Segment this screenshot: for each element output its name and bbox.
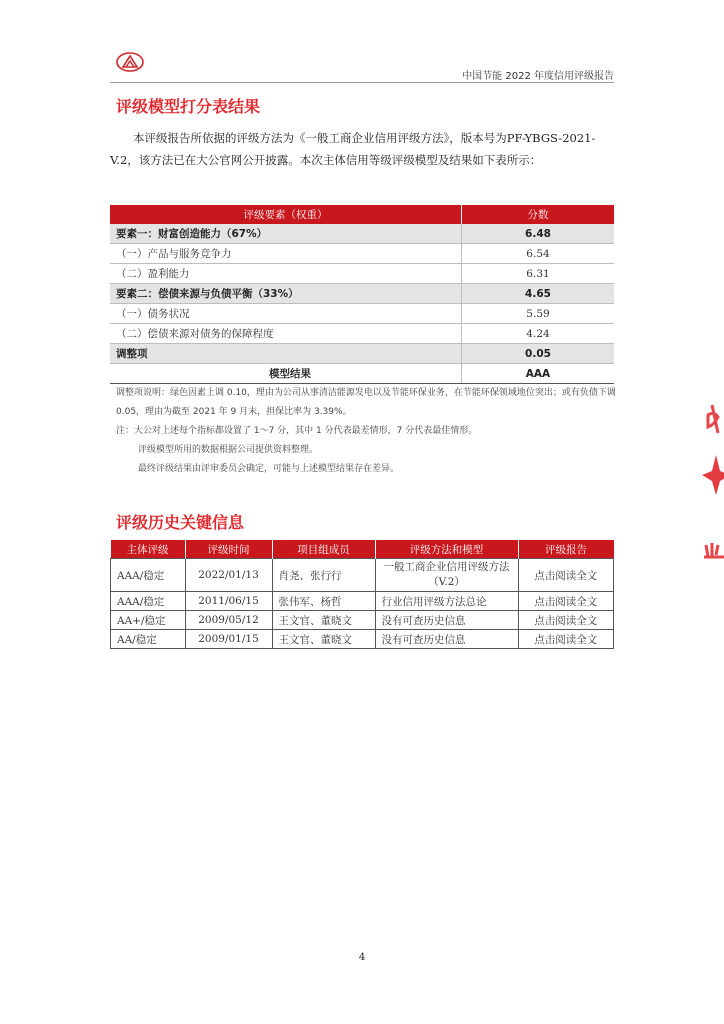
- cell-method: 没有可查历史信息: [375, 630, 518, 649]
- cell-rating: AAA/稳定: [111, 592, 186, 611]
- score-range-note: 注：大公对上述每个指标都设置了 1～7 分，其中 1 分代表最差情形，7 分代表最佳情形。: [116, 426, 478, 436]
- column-header-date: 评级时间: [185, 540, 272, 559]
- cell-team: 王文官、董晓文: [272, 611, 375, 630]
- cell-method: 行业信用评级方法总论: [375, 592, 518, 611]
- data-source-note: 评级模型所用的数据根据公司提供资料整理。: [138, 445, 319, 455]
- row-score: 4.65: [462, 284, 615, 304]
- row-label: 要素二：偿债来源与负债平衡（33%）: [110, 284, 462, 304]
- row-score: 6.48: [462, 224, 615, 244]
- table-header-row: [111, 540, 614, 559]
- read-full-report-link[interactable]: 点击阅读全文: [518, 611, 614, 630]
- table-row: [110, 224, 614, 244]
- header-title: 中国节能 2022 年度信用评级报告: [462, 71, 614, 82]
- table-row-final-result: [110, 364, 614, 384]
- cell-method: 一般工商企业信用评级方法（V.2）: [375, 559, 518, 592]
- row-score: AAA: [462, 364, 615, 384]
- cell-rating: AAA/稳定: [111, 559, 186, 592]
- header-divider: [110, 82, 614, 83]
- section-title-rating-history: 评级历史关键信息: [116, 513, 245, 532]
- row-label: （二）盈利能力: [110, 264, 462, 284]
- row-label: （一）产品与服务竞争力: [110, 244, 462, 264]
- table-row: [110, 244, 614, 264]
- cell-rating: AA/稳定: [111, 630, 186, 649]
- column-header-score: 分数: [462, 205, 615, 224]
- read-full-report-link[interactable]: 点击阅读全文: [518, 630, 614, 649]
- final-result-note: 最终评级结果由评审委员会确定，可能与上述模型结果存在差异。: [138, 464, 400, 474]
- row-label: 要素一：财富创造能力（67%）: [110, 224, 462, 244]
- row-score: 0.05: [462, 344, 615, 364]
- table-notes: [116, 384, 616, 479]
- section-title-model-score: 评级模型打分表结果: [116, 97, 261, 116]
- row-score: 6.31: [462, 264, 615, 284]
- row-label: （二）偿债来源对债务的保障程度: [110, 324, 462, 344]
- column-header-method: 评级方法和模型: [375, 540, 518, 559]
- table-row: [110, 284, 614, 304]
- row-score: 4.24: [462, 324, 615, 344]
- cell-date: 2009/05/12: [185, 611, 272, 630]
- cell-date: 2022/01/13: [185, 559, 272, 592]
- cell-rating: AA+/稳定: [111, 611, 186, 630]
- dagong-logo-icon: [116, 52, 144, 72]
- cell-team: 肖尧、张行行: [272, 559, 375, 592]
- row-label: 模型结果: [110, 364, 462, 384]
- read-full-report-link[interactable]: 点击阅读全文: [518, 559, 614, 592]
- row-score: 5.59: [462, 304, 615, 324]
- table-row: [111, 611, 614, 630]
- row-score: 6.54: [462, 244, 615, 264]
- cell-date: 2009/01/15: [185, 630, 272, 649]
- table-row: [110, 344, 614, 364]
- adjustment-note: 调整项说明：绿色因素上调 0.10，理由为公司从事清洁能源发电以及节能环保业务，在节能环保领域地位突出；或有负债下调 0.05，理由为截至 2021 年 9 月末，担保比率为 3.39%。: [116, 388, 616, 417]
- table-header-row: [110, 205, 614, 224]
- table-row: [111, 559, 614, 592]
- table-row: [111, 592, 614, 611]
- table-row: [111, 630, 614, 649]
- column-header-team: 项目组成员: [272, 540, 375, 559]
- column-header-report: 评级报告: [518, 540, 614, 559]
- model-score-table: [110, 205, 614, 384]
- cell-team: 张伟军、杨哲: [272, 592, 375, 611]
- column-header-rating: 主体评级: [111, 540, 186, 559]
- page-number: 4: [358, 952, 366, 963]
- intro-paragraph: 本评级报告所依据的评级方法为《一般工商企业信用评级方法》，版本号为PF-YBGS-2021-V.2，该方法已在大公官网公开披露。本次主体信用等级评级模型及结果如下表所示：: [110, 131, 596, 167]
- cell-date: 2011/06/15: [185, 592, 272, 611]
- cell-method: 没有可查历史信息: [375, 611, 518, 630]
- table-row: [110, 324, 614, 344]
- row-label: （一）债务状况: [110, 304, 462, 324]
- row-label: 调整项: [110, 344, 462, 364]
- read-full-report-link[interactable]: 点击阅读全文: [518, 592, 614, 611]
- red-seal-stamp: [700, 395, 724, 565]
- table-row: [110, 264, 614, 284]
- column-header-factor: 评级要素（权重）: [110, 205, 462, 224]
- rating-history-table: [110, 540, 614, 649]
- cell-team: 王文官、董晓文: [272, 630, 375, 649]
- table-row: [110, 304, 614, 324]
